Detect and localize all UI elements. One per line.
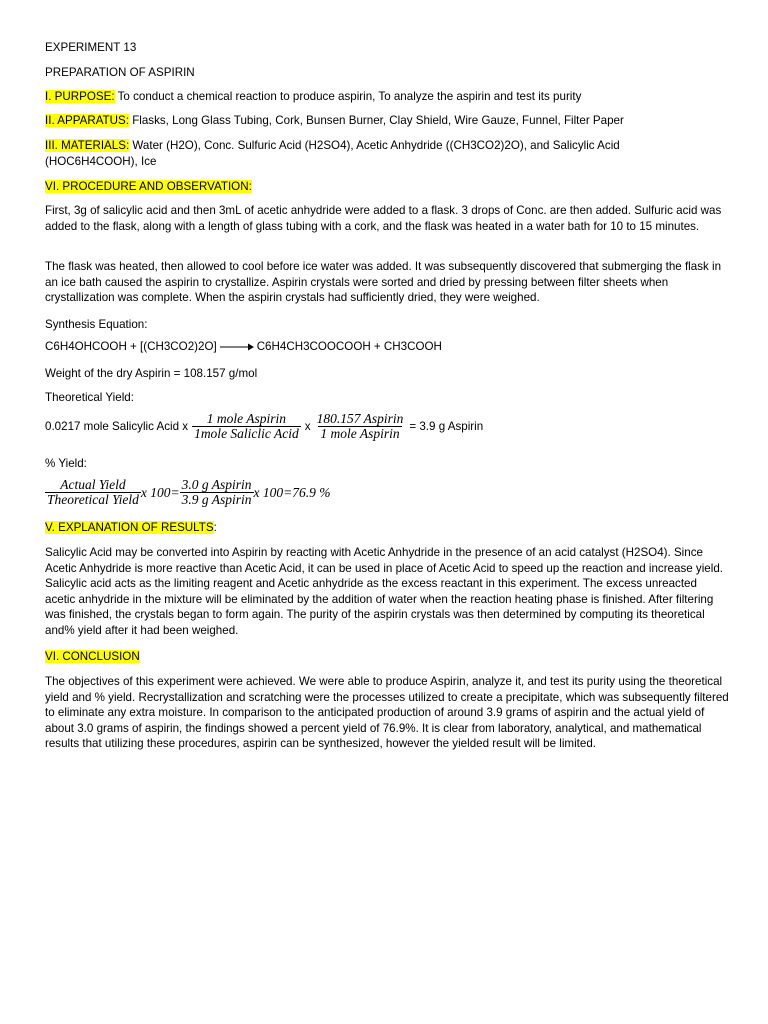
multiply-sign: x	[304, 420, 311, 433]
synthesis-reactants: C6H4OHCOOH + [(CH3CO2)2O]	[45, 340, 217, 353]
fraction-numerator: 1 mole Aspirin	[206, 411, 287, 426]
purpose-line	[45, 89, 581, 104]
procedure-paragraph-2: The flask was heated, then allowed to cool before ice water was added. It was subsequently discovered that submerging the flask in an ice bath caused the aspirin to crystallize. Aspirin crystals were sorted and dried by pressing between filter sheets when crystallization was complete. When the aspirin crystals had sufficiently dried, they were weighed.	[45, 260, 722, 305]
percent-yield-label: % Yield:	[45, 457, 87, 470]
document-title: PREPARATION OF ASPIRIN	[45, 66, 195, 79]
percent-multiplier: x 100=	[140, 484, 180, 500]
materials-text-continued: (HOC6H4COOH), Ice	[45, 155, 157, 168]
conclusion-line	[45, 649, 140, 664]
fraction-denominator: 3.9 g Aspirin	[181, 492, 252, 507]
percent-result: x 100=76.9 %	[253, 484, 331, 500]
fraction-denominator: 1 mole Aspirin	[320, 426, 400, 441]
theoretical-result: = 3.9 g Aspirin	[409, 420, 484, 433]
percent-yield-equation	[45, 478, 330, 507]
fraction-numerator: 3.0 g Aspirin	[181, 477, 252, 492]
procedure-heading: VI. PROCEDURE AND OBSERVATION:	[45, 180, 252, 193]
fraction-denominator: 1mole Saliclic Acid	[194, 426, 299, 441]
conclusion-heading: VI. CONCLUSION	[45, 650, 140, 663]
synthesis-equation	[45, 340, 442, 353]
purpose-text: To conduct a chemical reaction to produce aspirin, To analyze the aspirin and test its purity	[114, 90, 582, 103]
procedure-line	[45, 179, 252, 194]
percent-fraction-1	[45, 478, 141, 507]
fraction-numerator: 180.157 Aspirin	[316, 411, 404, 426]
apparatus-text: Flasks, Long Glass Tubing, Cork, Bunsen Burner, Clay Shield, Wire Gauze, Funnel, Filter Paper	[128, 114, 624, 127]
fraction-denominator: Theoretical Yield	[47, 492, 139, 507]
experiment-number: EXPERIMENT 13	[45, 41, 137, 54]
apparatus-heading: II. APPARATUS:	[45, 114, 129, 127]
percent-fraction-2	[180, 478, 254, 507]
synthesis-products: C6H4CH3COOCOOH + CH3COOH	[256, 340, 442, 353]
theoretical-yield-label: Theoretical Yield:	[45, 391, 134, 404]
materials-text: Water (H2O), Conc. Sulfuric Acid (H2SO4), Acetic Anhydride ((CH3CO2)2O), and Salicylic Acid	[129, 139, 620, 152]
theoretical-prefix: 0.0217 mole Salicylic Acid x	[45, 420, 189, 433]
reaction-arrow-icon	[219, 342, 255, 352]
procedure-paragraph-1: First, 3g of salicylic acid and then 3mL of acetic anhydride were added to a flask. 3 drops of Conc. are then added. Sulfuric acid was added to the flask, along with a length of glass tubing with a cork, and the flask was heated in a water bath for 10 to 15 minutes.	[45, 204, 722, 233]
theoretical-fraction-2	[315, 412, 406, 441]
theoretical-fraction-1	[192, 412, 301, 441]
materials-line	[45, 138, 620, 153]
explanation-heading: V. EXPLANATION OF RESULTS	[45, 521, 214, 534]
apparatus-line	[45, 113, 624, 128]
synthesis-label: Synthesis Equation:	[45, 318, 148, 331]
purpose-heading: I. PURPOSE:	[45, 90, 115, 103]
explanation-colon: :	[213, 521, 217, 534]
explanation-paragraph: Salicylic Acid may be converted into Aspirin by reacting with Acetic Anhydride in the presence of an acid catalyst (H2SO4). Since Acetic Anhydride is more reactive than Acetic Acid, it can be used in place of Acetic Acid to speed up the reaction and increase yield. Salicylic acid acts as the limiting reagent and Acetic anhydride as the excess reactant in this experiment. The excess unreacted acetic anhydride in the mixture will be eliminated by the addition of water when the reaction heating phase is finished. After filtering was finished, the crystals began to form again. The purity of the aspirin crystals was then determined by computing its theoretical and% yield after it had been weighed.	[45, 546, 723, 637]
materials-heading: III. MATERIALS:	[45, 139, 130, 152]
conclusion-paragraph: The objectives of this experiment were achieved. We were able to produce Aspirin, analyze it, and test its purity using the theoretical yield and % yield. Recrystallization and scratching were the processes utilized to create a precipitate, which was subsequently filtered to eliminate any extra moisture. In comparison to the anticipated production of around 3.9 grams of aspirin and the actual yield of about 3.0 grams of aspirin, the findings showed a percent yield of 76.9%. It is clear from laboratory, analytical, and mathematical results that utilizing these procedures, aspirin can be synthesized, however the yielded result will be limited.	[45, 675, 729, 751]
fraction-numerator: Actual Yield	[60, 477, 126, 492]
aspirin-weight: Weight of the dry Aspirin = 108.157 g/mol	[45, 367, 258, 380]
theoretical-yield-equation	[45, 412, 483, 441]
explanation-line	[45, 520, 217, 535]
